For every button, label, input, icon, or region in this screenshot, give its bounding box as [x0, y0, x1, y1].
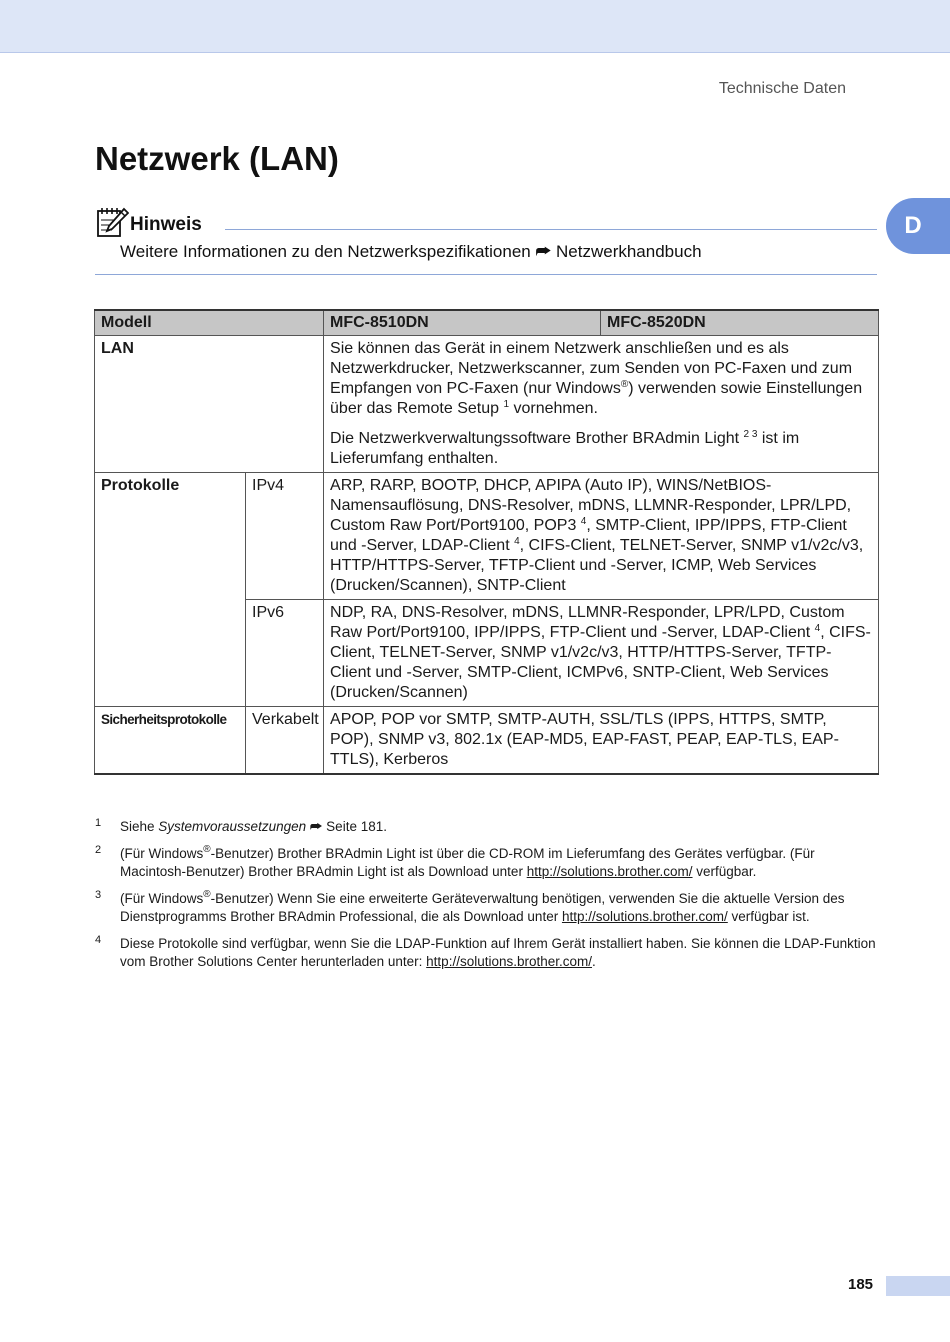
table-row-ipv4 [95, 473, 879, 600]
top-header-band [0, 0, 950, 53]
sub-label-wired: Verkabelt [246, 707, 324, 775]
note-text: Weitere Informationen zu den Netzwerkspezifikationen ⮫ Netzwerkhandbuch [120, 242, 702, 261]
note-bottom-divider [95, 274, 877, 275]
lan-paragraph-1: Sie können das Gerät in einem Netzwerk anschließen und es als Netzwerkdrucker, Netzwerkscanner, zum Senden von PC-Faxen und zum Empfangen von PC-Faxen (nur Windows®) verwenden sowie Einstellungen über das Remote Setup $^1$ vornehmen. [330, 340, 863, 417]
footnotes [95, 818, 877, 980]
network-spec-table [94, 309, 879, 775]
lan-description [324, 336, 879, 473]
row-label-lan: LAN [95, 336, 324, 473]
header-model: Modell [95, 310, 324, 336]
row-label-protokolle: Protokolle [95, 473, 246, 707]
note-divider [225, 229, 877, 230]
table-header-row [95, 310, 879, 336]
row-label-security: Sicherheitsprotokolle [95, 707, 246, 775]
page-number-bar [886, 1276, 950, 1296]
footnote-1: 1 Siehe Systemvoraussetzungen ⮫ Seite 181. [95, 817, 387, 834]
page-number: 185 [848, 1276, 874, 1293]
table-row-security [95, 707, 879, 775]
sub-label-ipv6: IPv6 [246, 600, 324, 707]
note-label: Hinweis [130, 214, 202, 235]
ipv6-protocols: NDP, RA, DNS-Resolver, mDNS, LLMNR-Responder, LPR/LPD, Custom Raw Port/Port9100, IPP/IPPS, FTP-Client und -Server, LDAP-Client $^4$, CIFS-Client, TELNET-Server, SNMP v1/v2c/v3, HTTP/HTTPS-Server, TFTP-Client und -Server, SMTP-Client, ICMPv6, SNTP-Client, Web Services (Drucken/Scannen) [324, 600, 879, 707]
header-mfc-8520dn: MFC-8520DN [601, 310, 879, 336]
footnote-3: 3 (Für Windows®-Benutzer) Wenn Sie eine erweiterte Geräteverwaltung benötigen, verwenden Sie die aktuelle Version des Dienstprogramms Brother BRAdmin Professional, die als Download unter http://solutions.brother.com/ verfügbar ist. [95, 888, 845, 924]
chapter-tab [886, 198, 950, 254]
chapter-letter: D [904, 212, 922, 239]
lan-paragraph-2: Die Netzwerkverwaltungssoftware Brother BRAdmin Light $^{2 3}$ ist im Lieferumfang enthalten. [330, 429, 800, 467]
sub-label-ipv4: IPv4 [246, 473, 324, 600]
footnote-4: 4 Diese Protokolle sind verfügbar, wenn Sie die LDAP-Funktion auf Ihrem Gerät installiert haben. Sie können die LDAP-Funktion vom Brother Solutions Center herunterladen unter: http://solutions.brother.com/. [95, 933, 876, 969]
ipv4-protocols: ARP, RARP, BOOTP, DHCP, APIPA (Auto IP), WINS/NetBIOS-Namensauflösung, DNS-Resolver, mDNS, LLMNR-Responder, LPR/LPD, Custom Raw Port/Port9100, POP3 $^4$, SMTP-Client, IPP/IPPS, FTP-Client und -Server, LDAP-Client $^4$, CIFS-Client, TELNET-Server, SNMP v1/v2c/v3, HTTP/HTTPS-Server, TFTP-Client und -Server, ICMP, Web Services (Drucken/Scannen), SNTP-Client [324, 473, 879, 600]
solutions-link[interactable]: http://solutions.brother.com/ [526, 864, 693, 879]
solutions-link[interactable]: http://solutions.brother.com/ [561, 909, 728, 924]
note-header [95, 205, 877, 241]
notepad-pencil-icon [95, 205, 129, 239]
footnote-2: 2 (Für Windows®-Benutzer) Brother BRAdmin Light ist über die CD-ROM im Lieferumfang des Gerätes verfügbar. (Für Macintosh-Benutzer) Brother BRAdmin Light ist als Download unter http://solutions.brother.com/ verfügbar. [95, 843, 815, 879]
header-mfc-8510dn: MFC-8510DN [324, 310, 601, 336]
solutions-link[interactable]: http://solutions.brother.com/ [426, 954, 593, 969]
page-title: Netzwerk (LAN) [95, 140, 339, 177]
running-header: Technische Daten [718, 80, 846, 97]
security-protocols: APOP, POP vor SMTP, SMTP-AUTH, SSL/TLS (IPPS, HTTPS, SMTP, POP), SNMP v3, 802.1x (EAP-MD5, EAP-FAST, PEAP, EAP-TLS, EAP-TTLS), Kerberos [324, 707, 879, 775]
table-row-lan [95, 336, 879, 473]
